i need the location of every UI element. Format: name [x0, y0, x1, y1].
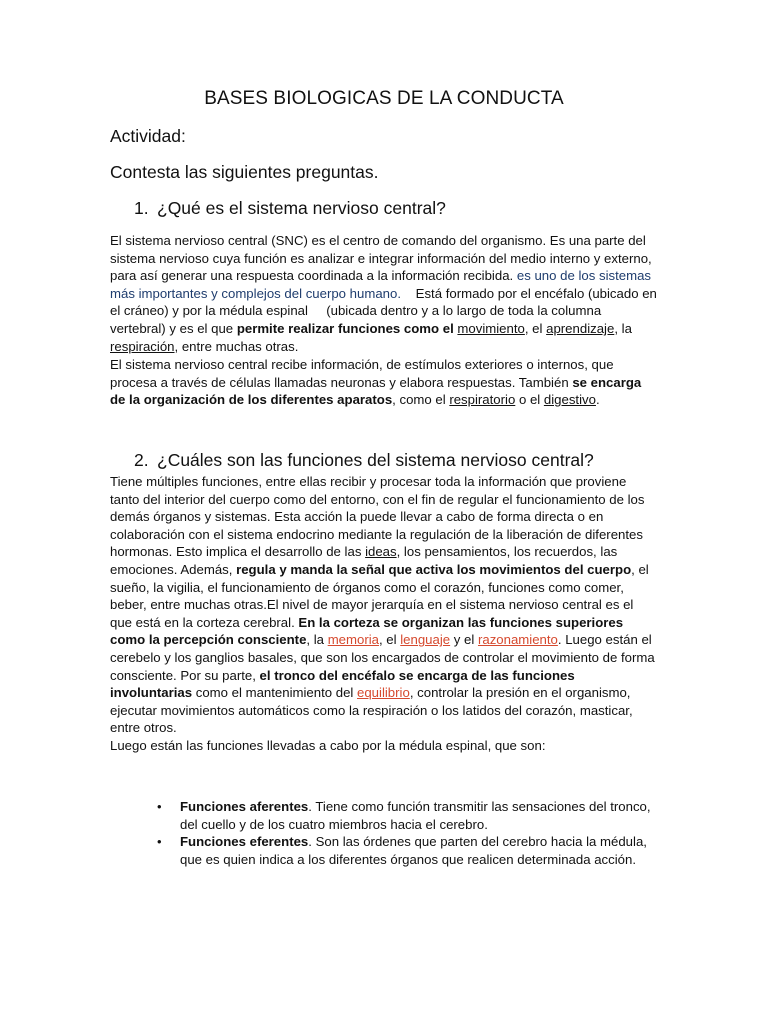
answer-1-p2-text-c: o el	[515, 392, 544, 408]
link-equilibrio[interactable]: equilibrio	[357, 685, 410, 701]
list-item-term: Funciones eferentes	[180, 834, 309, 850]
question-2-number: 2.	[134, 450, 149, 470]
answer-1-paragraph-1	[110, 232, 661, 355]
answer-2-text-4: , la	[306, 632, 328, 648]
answer-2-text-8: como el mantenimiento del	[192, 685, 358, 701]
link-respiratorio[interactable]: respiratorio	[449, 392, 516, 408]
instruction-heading: Contesta las siguientes preguntas.	[110, 162, 379, 182]
answer-2-paragraph	[110, 473, 658, 755]
list-item	[110, 798, 658, 833]
list-item-text: . Tiene como función transmitir las sensaciones del tronco, del cuello y de los cuatro miembros hacia el cerebro.	[180, 799, 651, 832]
answer-1-text-e: , entre muchas otras.	[174, 338, 299, 354]
answer-1-p2-text-a: El sistema nervioso central recibe información, de estímulos exteriores o internos, que procesa a través de células llamadas neuronas y elabora respuestas. También	[110, 357, 614, 390]
answer-2-text-9: , controlar la presión en el organismo, ejecutar movimientos automáticos como la respiración o los latidos del corazón, masticar, entre otros.	[110, 685, 633, 736]
document-title: BASES BIOLOGICAS DE LA CONDUCTA	[204, 88, 564, 109]
link-aprendizaje[interactable]: aprendizaje	[546, 320, 615, 336]
spinal-functions-list	[110, 798, 658, 868]
answer-2-text-5: , el	[378, 632, 401, 648]
list-item	[110, 833, 658, 868]
bullet-icon: •	[157, 799, 162, 814]
question-2-text: ¿Cuáles son las funciones del sistema nervioso central?	[157, 450, 594, 470]
question-1-heading	[134, 198, 446, 219]
link-digestivo[interactable]: digestivo	[543, 392, 596, 408]
list-item-text: . Son las órdenes que parten del cerebro hacia la médula, que es quien indica a los diferentes órganos que realicen determinada acción.	[180, 834, 647, 867]
answer-2-text-1: Tiene múltiples funciones, entre ellas recibir y procesar toda la información que proviene tanto del interior del cuerpo como del entorno, con el fin de regular el funcionamiento de los demás órganos y sistemas. Esta acción la puede llevar a cabo de forma directa o en colaboración con el sistema endocrino mediante la regulación de la liberación de diferentes hormonas. Esto implica el desarrollo de las	[110, 474, 645, 560]
question-1-text: ¿Qué es el sistema nervioso central?	[157, 198, 446, 218]
answer-1-text-d: , la	[614, 320, 632, 336]
link-memoria[interactable]: memoria	[327, 632, 379, 648]
answer-2-bold-3: el tronco del encéfalo se encarga de las funciones involuntarias	[110, 667, 575, 701]
answer-2-text-3: , el sueño, la vigilia, el funcionamiento de órganos como el corazón, funciones como comer, beber, entre muchas otras.El nivel de mayor jerarquía en el sistema nervioso central es el que está en la corteza cerebral.	[110, 561, 649, 630]
link-ideas[interactable]: ideas	[365, 544, 397, 560]
answer-2-bold-1: regula y manda la señal que activa los movimientos del cuerpo	[236, 561, 632, 577]
answer-1-p2-text-b: , como el	[392, 392, 450, 408]
answer-1-paragraph-2	[110, 356, 658, 409]
answer-2-text-10: Luego están las funciones llevadas a cabo por la médula espinal, que son:	[110, 737, 546, 753]
question-2-heading	[134, 450, 594, 471]
answer-1-text-a: El sistema nervioso central (SNC) es el centro de comando del organismo. Es una parte del sistema nervioso cuya función es analizar e integrar información del medio interno y externo, para así generar una respuesta coordinada a la información recibida.	[110, 233, 652, 284]
answer-1-highlight-text: es uno de los sistemas más importantes y complejos del cuerpo humano.	[110, 268, 652, 301]
answer-2-text-6: y el	[450, 632, 478, 648]
answer-1-p2-text-d: .	[595, 392, 600, 408]
list-item-term: Funciones aferentes	[180, 799, 309, 814]
link-razonamiento[interactable]: razonamiento	[477, 632, 558, 648]
bullet-icon: •	[157, 834, 162, 850]
answer-2-text-2: , los pensamientos, los recuerdos, las emociones. Además,	[110, 544, 618, 577]
question-1-number: 1.	[134, 198, 149, 218]
link-lenguaje[interactable]: lenguaje	[400, 632, 451, 648]
answer-2-bold-2: En la corteza se organizan las funciones superiores como la percepción consciente	[110, 614, 624, 648]
answer-1-bold-text: permite realizar funciones como el	[236, 320, 458, 336]
answer-1-text-b: Está formado por el encéfalo (ubicado en el cráneo) y por la médula espinal (ubicada dentro y a lo largo de toda la columna vertebral) y es el que	[110, 285, 661, 336]
answer-1-text-c: , el	[524, 320, 547, 336]
link-movimiento[interactable]: movimiento	[457, 320, 525, 336]
activity-heading: Actividad:	[110, 126, 186, 146]
link-respiracion[interactable]: respiración	[110, 338, 175, 354]
answer-1-p2-bold-text: se encarga de la organización de los diferentes aparatos	[110, 374, 642, 408]
answer-2-text-7: . Luego están el cerebelo y los ganglios basales, que son los encargados de controlar el movimiento de forma consciente. Por su parte,	[110, 632, 655, 683]
